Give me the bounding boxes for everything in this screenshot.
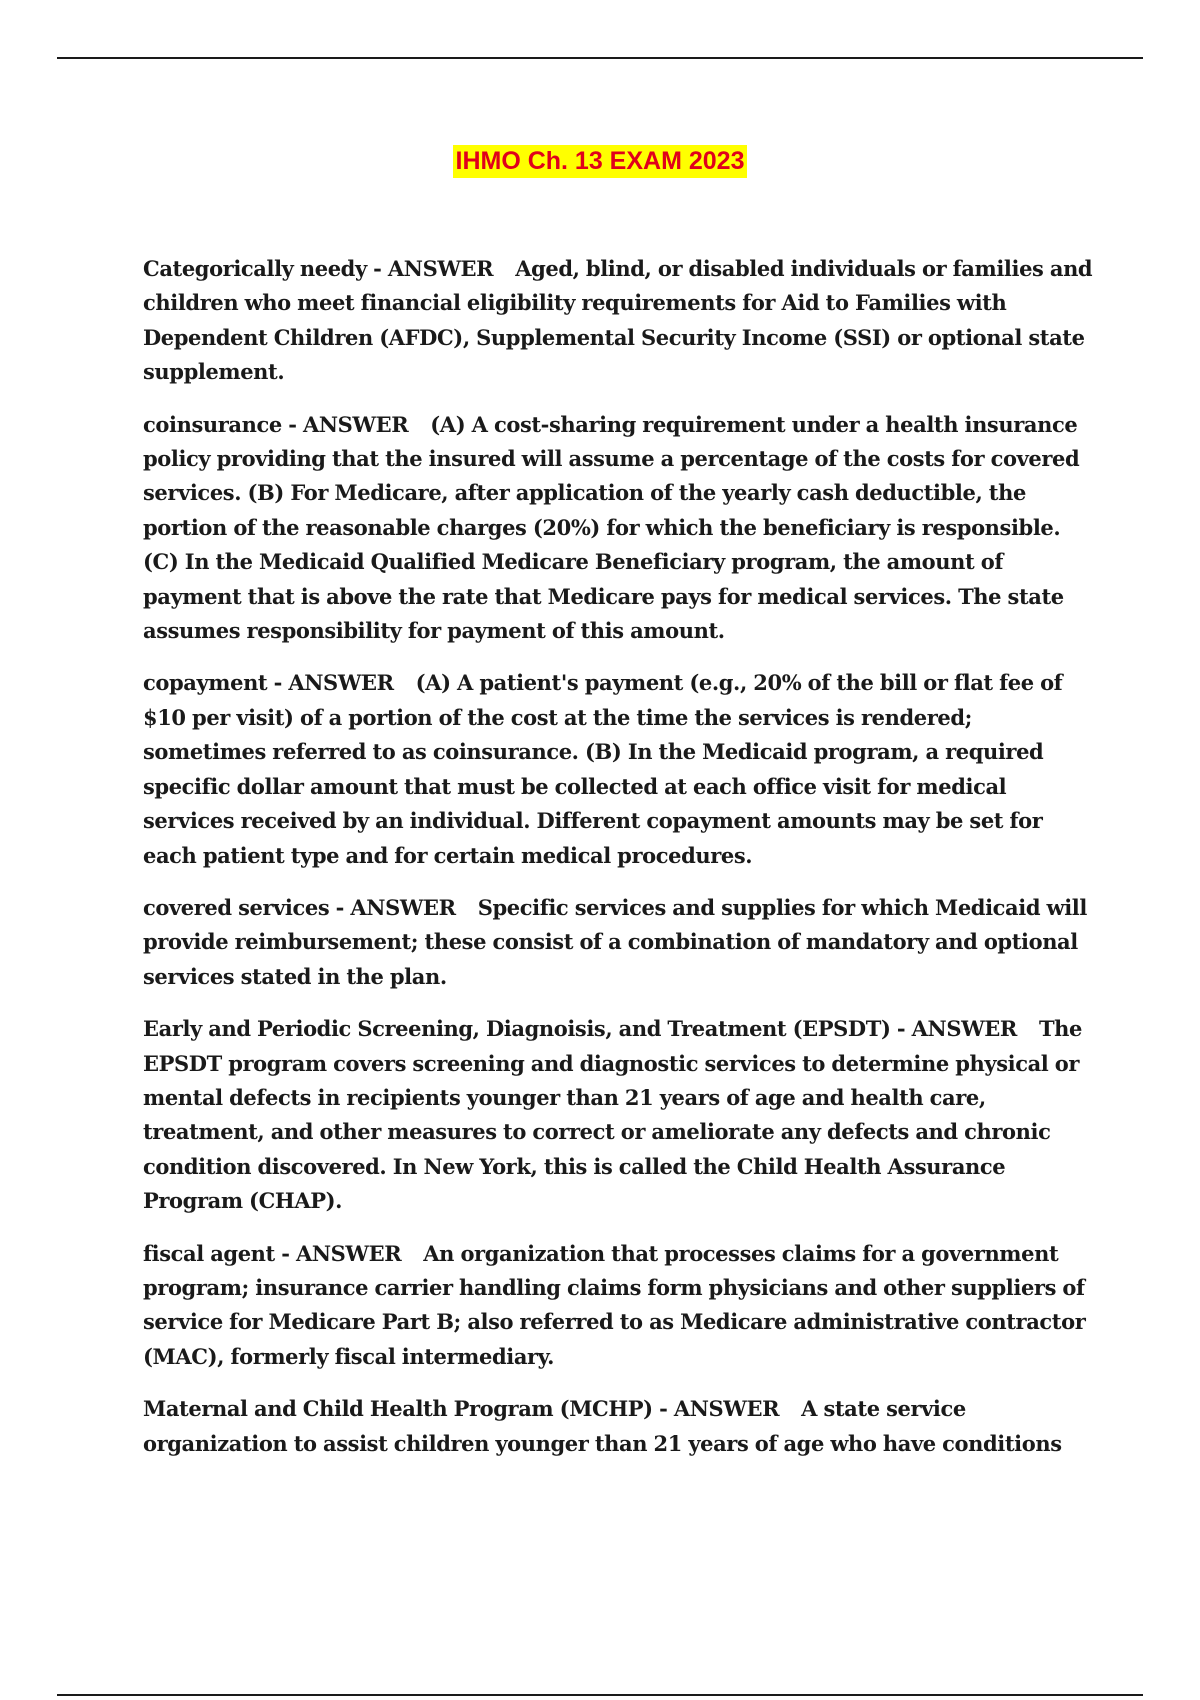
entry-definition: Aged, blind, or disabled individuals or families and children who meet financial eligibility requirements for Aid to Families with Dependent Children (AFDC), Supplemental Security Income (SSI) or optional state supplement. (143, 256, 1093, 385)
entry-definition: An organization that processes claims for a government program; insurance carrier handling claims form physicians and other suppliers of service for Medicare Part B; also referred to as Medicare administrative contractor (MAC), formerly fiscal intermediary. (143, 1240, 1086, 1369)
title-container (0, 145, 1200, 178)
definition-entry (143, 252, 1093, 390)
entry-term: covered services - ANSWER (143, 894, 456, 920)
entry-definition: (A) A cost-sharing requirement under a health insurance policy providing that the insured will assume a percentage of the costs for covered services. (B) For Medicare, after application of the yearly cash deductible, the portion of the reasonable charges (20%) for which the beneficiary is responsible. (C) In the Medicaid Qualified Medicare Beneficiary program, the amount of payment that is above the rate that Medicare pays for medical services. The state assumes responsibility for payment of this amount. (143, 411, 1080, 644)
entry-definition: A state service organization to assist children younger than 21 years of age who have conditions (143, 1396, 1062, 1456)
definition-entry (143, 891, 1093, 994)
entry-term: fiscal agent - ANSWER (143, 1240, 402, 1266)
definitions-list (143, 252, 1093, 1479)
entry-term: coinsurance - ANSWER (143, 411, 409, 437)
entry-definition: The EPSDT program covers screening and diagnostic services to determine physical or mental defects in recipients younger than 21 years of age and health care, treatment, and other measures to correct or ameliorate any defects and chronic condition discovered. In New York, this is called the Child Health Assurance Program (CHAP). (143, 1016, 1082, 1214)
entry-definition: (A) A patient's payment (e.g., 20% of the bill or flat fee of $10 per visit) of a portion of the cost at the time the services is rendered; sometimes referred to as coinsurance. (B) In the Medicaid program, a required specific dollar amount that must be collected at each office visit for medical services received by an individual. Different copayment amounts may be set for each patient type and for certain medical procedures. (143, 670, 1063, 868)
entry-term: copayment - ANSWER (143, 670, 394, 696)
bottom-rule (57, 1694, 1143, 1696)
entry-term: Maternal and Child Health Program (MCHP) - ANSWER (143, 1396, 780, 1422)
definition-entry (143, 1012, 1093, 1218)
entry-term: Categorically needy - ANSWER (143, 256, 494, 281)
definition-entry (143, 1392, 1093, 1461)
entry-term: Early and Periodic Screening, Diagnoisis, and Treatment (EPSDT) - ANSWER (143, 1016, 1017, 1042)
definition-entry (143, 666, 1093, 872)
document-title: IHMO Ch. 13 EXAM 2023 (453, 145, 748, 178)
entry-definition: Specific services and supplies for which Medicaid will provide reimbursement; these consist of a combination of mandatory and optional services stated in the plan. (143, 894, 1087, 989)
definition-entry (143, 1237, 1093, 1375)
definition-entry (143, 408, 1093, 649)
top-rule (57, 57, 1143, 59)
